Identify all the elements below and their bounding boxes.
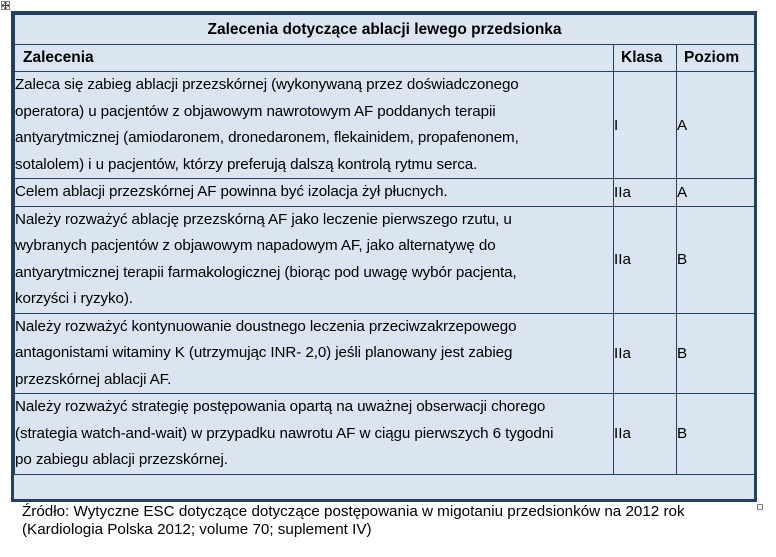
recommendation-line: po zabiegu ablacji przezskórnej. <box>15 451 228 468</box>
evidence-level: B <box>677 394 755 475</box>
table-row <box>15 179 755 207</box>
recommendation-line: Należy rozważyć kontynuowanie doustnego leczenia przeciwzakrzepowego <box>15 317 517 335</box>
recommendation-class: IIa <box>614 206 677 313</box>
recommendation-class: IIa <box>614 179 677 207</box>
recommendation-line: korzyści i ryzyko). <box>15 290 133 307</box>
table-row <box>15 394 755 475</box>
evidence-level: B <box>677 313 755 394</box>
table-body <box>15 72 755 475</box>
header-class: Klasa <box>614 45 677 72</box>
recommendation-line: Celem ablacji przezskórnej AF powinna być izolacja żył płucnych. <box>15 183 448 200</box>
source-note <box>22 503 762 539</box>
source-line-2: (Kardiologia Polska 2012; volume 70; suplement IV) <box>22 521 372 538</box>
recommendation-line: antagonistami witaminy K (utrzymując INR- 2,0) jeśli planowany jest zabieg <box>15 344 513 361</box>
table-move-handle-icon[interactable] <box>1 1 10 10</box>
header-recommendations: Zalecenia <box>15 45 614 72</box>
evidence-level: A <box>677 72 755 179</box>
recommendation-text <box>15 394 614 475</box>
recommendations-table[interactable] <box>14 14 755 475</box>
recommendation-line: Należy rozważyć ablację przezskórną AF jako leczenie pierwszego rzutu, u <box>15 210 512 228</box>
evidence-level: A <box>677 179 755 207</box>
table-title: Zalecenia dotyczące ablacji lewego przedsionka <box>15 15 755 45</box>
recommendation-text <box>15 206 614 313</box>
recommendation-line: sotalolem) i u pacjentów, którzy preferują dalszą kontrolą rytmu serca. <box>15 155 478 173</box>
table-row <box>15 72 755 179</box>
recommendation-line: wybranych pacjentów z objawowym napadowym AF, jako alternatywę do <box>15 237 496 254</box>
source-line-1: Źródło: Wytyczne ESC dotyczące dotyczące postępowania w migotaniu przedsionków na 2012 rok <box>22 503 685 520</box>
recommendation-line: antyarytmicznej (amiodaronem, dronedaronem, flekainidem, propafenonem, <box>15 129 519 146</box>
recommendation-class: I <box>614 72 677 179</box>
recommendation-line: antyarytmicznej terapii farmakologicznej (biorąc pod uwagę wybór pacjenta, <box>15 263 517 281</box>
recommendation-line: przezskórnej ablacji AF. <box>15 370 172 388</box>
recommendation-text <box>15 179 614 207</box>
table-header-row <box>15 45 755 72</box>
recommendation-line: Zaleca się zabieg ablacji przezskórnej (wykonywaną przez doświadczonego <box>15 76 519 93</box>
recommendation-line: operatora) u pacjentów z objawowym nawrotowym AF poddanych terapii <box>15 102 496 120</box>
header-level: Poziom <box>677 45 755 72</box>
recommendation-class: IIa <box>614 394 677 475</box>
table-row <box>15 313 755 394</box>
recommendations-table-frame <box>11 11 757 502</box>
recommendation-line: (strategia watch-and-wait) w przypadku nawrotu AF w ciągu pierwszych 6 tygodni <box>15 424 554 442</box>
recommendation-line: Należy rozważyć strategię postępowania opartą na uważnej obserwacji chorego <box>15 398 546 415</box>
recommendation-text <box>15 72 614 179</box>
evidence-level: B <box>677 206 755 313</box>
table-row <box>15 206 755 313</box>
recommendation-text <box>15 313 614 394</box>
recommendation-class: IIa <box>614 313 677 394</box>
